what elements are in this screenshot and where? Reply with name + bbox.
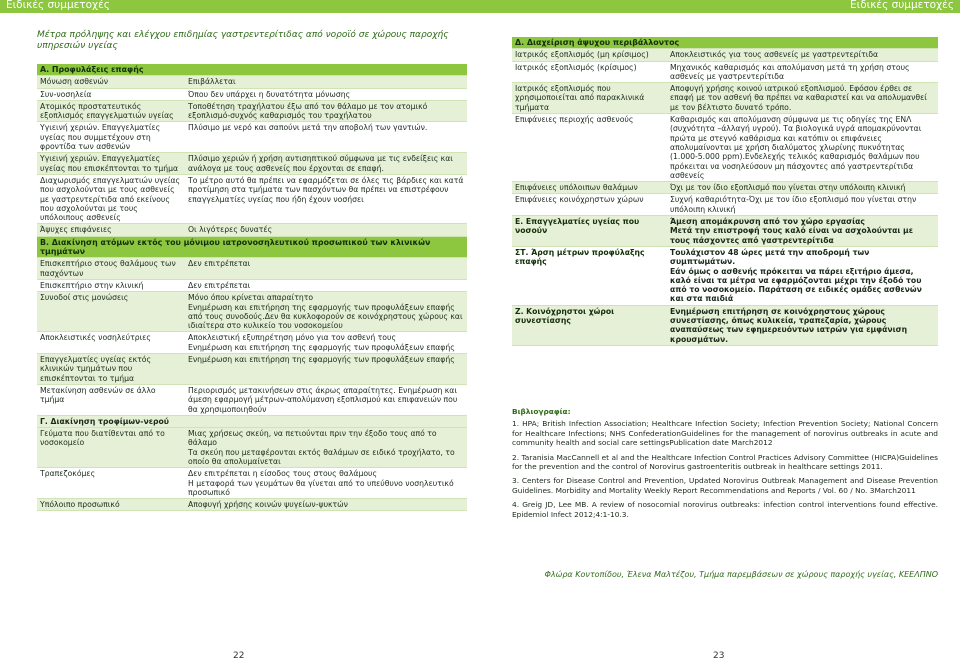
section-header-row: [37, 415, 467, 427]
row-label: Μόνωση ασθενών: [37, 76, 185, 88]
section-header: Β. Διακίνηση ατόμων εκτός του μόνιμου ιατρονοσηλευτικού προσωπικού των κλινικών τμημάτων: [37, 236, 467, 258]
row-measure: Αποφυγή χρήσης κοινών ψυγείων-ψυκτών: [185, 499, 467, 511]
page-number-left: 22: [233, 651, 245, 661]
right-page: [480, 13, 960, 661]
left-measures-table: [37, 64, 467, 511]
row-label: Ιατρικός εξοπλισμός που χρησιμοποιείται από παρακλινικά τμήματα: [512, 83, 667, 114]
table-row: [512, 49, 938, 61]
left-page: [0, 13, 480, 661]
row-measure: Αποκλειστικός για τους ασθενείς με γαστρεντερίτιδα: [667, 49, 938, 61]
row-measure: Αποκλειστική εξυπηρέτηση μόνο για τον ασθενή τους Ενημέρωση και επιτήρηση της εφαρμογής των προφυλάξεων επαφής: [185, 332, 467, 354]
row-measure: Δεν επιτρέπεται η είσοδος τους στους θαλάμους Η μεταφορά των γευμάτων θα γίνεται από το υπεύθυνο νοσηλευτικό προσωπικό: [185, 468, 467, 499]
table-row: [512, 194, 938, 216]
table-row: [37, 153, 467, 175]
table-row: [512, 83, 938, 114]
row-label: Υπόλοιπο προσωπικό: [37, 499, 185, 511]
table-row: [512, 246, 938, 305]
table-row: [37, 174, 467, 223]
row-measure: Όπου δεν υπάρχει η δυνατότητα μόνωσης: [185, 88, 467, 100]
header-bar: [0, 0, 960, 13]
row-measure: Τουλάχιστον 48 ώρες μετά την αποδρομή των συμπτωμάτων. Εάν όμως ο ασθενής πρόκειται να πάρει εξιτήριο άμεσα, καλό είναι τα μέτρα να εφαρμόζονται μέχρι την έξοδό του από το νοσοκομείο. Παράταση σε ειδικές ομάδες ασθενών και στα παιδιά: [667, 246, 938, 305]
row-label: Αποκλειστικές νοσηλεύτριες: [37, 332, 185, 354]
row-label: Επιφάνειες υπόλοιπων θαλάμων: [512, 182, 667, 194]
row-measure: Συχνή καθαριότητα-Όχι με τον ίδιο εξοπλισμό που γίνεται στην υπόλοιπη κλινική: [667, 194, 938, 216]
row-label: Επισκεπτήριο στην κλινική: [37, 279, 185, 291]
article-title: Μέτρα πρόληψης και ελέγχου επιδημίας γαστρεντερίτιδας από νοροϊό σε χώρους παροχής υπηρεσιών υγείας: [37, 30, 449, 51]
section-header-row: [512, 37, 938, 49]
table-row: [37, 384, 467, 415]
row-label: Επισκεπτήριο στους θαλάμους των πασχόντων: [37, 258, 185, 280]
table-row: [37, 292, 467, 332]
row-label: Γεύματα που διατίθενται από το νοσοκομείο: [37, 428, 185, 468]
section-header: Α. Προφυλάξεις επαφής: [37, 64, 467, 76]
table-row: [37, 88, 467, 100]
row-measure: Ενημέρωση και επιτήρηση της εφαρμογής των προφυλάξεων επαφής: [185, 354, 467, 385]
row-measure: Δεν επιτρέπεται: [185, 279, 467, 291]
row-measure: Όχι με τον ίδιο εξοπλισμό που γίνεται στην υπόλοιπη κλινική: [667, 182, 938, 194]
row-measure: Επιβάλλεται: [185, 76, 467, 88]
reference-item: 4. Greig JD, Lee MB. A review of nosocomial norovirus outbreaks: infection control interventions found effective. Epidemiol Infect 2012;4:1-10.3.: [512, 500, 938, 519]
row-label: Συνοδοί στις μονώσεις: [37, 292, 185, 332]
row-label: Ιατρικός εξοπλισμός (μη κρίσιμος): [512, 49, 667, 61]
row-measure: Το μέτρο αυτό θα πρέπει να εφαρμόζεται σε όλες τις βάρδιες και κατά προτίμηση στα τμήματα των πασχόντων θα πρέπει να επιστρέφουν επαγγελματίες υγείας που ήδη έχουν νοσήσει: [185, 174, 467, 223]
row-label: Επιφάνειες περιοχής ασθενούς: [512, 114, 667, 182]
row-measure: Οι λιγότερες δυνατές: [185, 224, 467, 236]
row-label: Υγιεινή χεριών. Επαγγελματίες υγείας που επισκέπτονται το τμήμα: [37, 153, 185, 175]
table-row: [512, 114, 938, 182]
references: [512, 407, 938, 524]
row-measure: Περιορισμός μετακινήσεων στις άκρως απαραίτητες. Ενημέρωση και άμεση εφαρμογή μέτρων-απολύμανση εξοπλισμού και επιφανειών που θα χρησιμοποιηθούν: [185, 384, 467, 415]
references-title: Βιβλιογραφία:: [512, 407, 571, 416]
table-row: [512, 61, 938, 83]
table-row: [37, 224, 467, 236]
row-measure: Μιας χρήσεως σκεύη, να πετιούνται πριν την έξοδο τους από το θάλαμο Τα σκεύη που μεταφέρονται εκτός θαλάμων σε ειδικό τροχήλατο, το οποίο θα απολυμαίνεται: [185, 428, 467, 468]
row-label: Διαχωρισμός επαγγελματιών υγείας που ασχολούνται με τους ασθενείς με γαστρεντερίτιδα από εκείνους που ασχολούνται με τους υπόλοιπους ασθενείς: [37, 174, 185, 223]
section-header-row: [37, 236, 467, 258]
section-header: Γ. Διακίνηση τροφίμων-νερού: [37, 415, 467, 427]
row-measure: Πλύσιμο χεριών ή χρήση αντισηπτικού σύμφωνα με τις ενδείξεις και ανάλογα με τους ασθενείς που έρχονται σε επαφή.: [185, 153, 467, 175]
table-row: [37, 76, 467, 88]
row-label: Ζ. Κοινόχρηστοι χώροι συνεστίασης: [512, 305, 667, 345]
page-number-right: 23: [713, 651, 725, 661]
row-measure: Πλύσιμο με νερό και σαπούνι μετά την αποβολή των γαντιών.: [185, 122, 467, 153]
row-label: Μετακίνηση ασθενών σε άλλο τμήμα: [37, 384, 185, 415]
row-label: Συν-νοσηλεία: [37, 88, 185, 100]
header-right-label: Ειδικές συμμετοχές: [850, 0, 954, 11]
table-row: [37, 499, 467, 511]
table-row: [37, 468, 467, 499]
row-measure: Άμεση απομάκρυνση από τον χώρο εργασίας Μετά την επιστροφή τους καλό είναι να ασχολούνται με τους πάσχοντες από γαστρεντερίτιδα: [667, 216, 938, 247]
table-row: [37, 332, 467, 354]
row-measure: Ενημέρωση επιτήρηση σε κοινόχρηστους χώρους συνεστίασης, όπως κυλικεία, τραπεζαρία, χώρους αναπαύσεως των εφημερευόντων ιατρών για εμφάνιση κρουσμάτων.: [667, 305, 938, 345]
row-label: Επιφάνειες κοινόχρηστων χώρων: [512, 194, 667, 216]
row-label: Άψυχες επιφάνειες: [37, 224, 185, 236]
section-header-row: [37, 64, 467, 76]
table-row: [37, 100, 467, 122]
table-row: [512, 182, 938, 194]
row-measure: Καθαρισμός και απολύμανση σύμφωνα με τις οδηγίες της ΕΝΛ (συχνότητα –άλλαγή υγρού). Τα βιολογικά υγρά απομακρύνονται πρώτα με στεγνό καθάρισμα και κατόπιν οι επιφάνειες απολυμαίνονται με χρήση διαλύματος χλωρίνης πυκνότητας (1.000-5.000 ppm).Ενδελεχής τελικός καθαρισμός θαλάμων που πρόκειται να νοσηλεύσουν μη πάσχοντες από γαστρεντερίτιδα ασθενείς: [667, 114, 938, 182]
row-measure: Δεν επιτρέπεται: [185, 258, 467, 280]
row-measure: Μηχανικός καθαρισμός και απολύμανση μετά τη χρήση στους ασθενείς με γαστρεντερίτιδα: [667, 61, 938, 83]
reference-item: 1. HPA; British Infection Association; Healthcare Infection Society; Infection Prevention Society; National Concern for Healthcare Infections; NHS ConfederationGuidelines for the management of norovirus outbreaks in acute and community health and social care settingsPublication date March2012: [512, 419, 938, 448]
reference-item: 2. Taranisia MacCannell et al and the Healthcare Infection Control Practices Advisory Committee (HICPA)Guidelines for the prevention and the control of Norovirus gastroenteritis outbreak in healthcare settings 2011.: [512, 452, 938, 472]
table-row: [37, 428, 467, 468]
row-measure: Αποφυγή χρήσης κοινού ιατρικού εξοπλισμού. Εφόσον έρθει σε επαφή με τον ασθενή θα πρέπει να καθαριστεί και να απολυμανθεί με τον βέλτιστο δυνατό τρόπο.: [667, 83, 938, 114]
row-label: ΣΤ. Άρση μέτρων προφύλαξης επαφής: [512, 246, 667, 305]
row-label: Επαγγελματίες υγείας εκτός κλινικών τμημάτων που επισκέπτονται το τμήμα: [37, 354, 185, 385]
row-label: Ιατρικός εξοπλισμός (κρίσιμος): [512, 61, 667, 83]
table-row: [37, 258, 467, 280]
reference-item: 3. Centers for Disease Control and Prevention, Updated Norovirus Outbreak Management and Disease Prevention Guidelines. Morbidity and Mortality Weekly Report Recommendations and Reports / Vol. 60 / No. 3March2011: [512, 476, 938, 495]
row-measure: Τοποθέτηση τραχήλατου έξω από τον θάλαμο με τον ατομικό εξοπλισμό-συχνός καθαρισμός του τραχήλατου: [185, 100, 467, 122]
authors: Φλώρα Κοντοπίδου, Έλενα Μαλτέζου, Τμήμα παρεμβάσεων σε χώρους παροχής υγείας, ΚΕΕΛΠΝΟ: [544, 570, 938, 579]
row-measure: Μόνο όπου κρίνεται απαραίτητο Ενημέρωση και επιτήρηση της εφαρμογής των προφυλάξεων επαφής από τους συνοδούς.Δεν θα κυκλοφορούν σε κοινόχρηστους χώρους και ιδιαίτερα στο κυλικείο του νοσοκομείου: [185, 292, 467, 332]
row-label: Ατομικός προστατευτικός εξοπλισμός επαγγελματιών υγείας: [37, 100, 185, 122]
table-row: [512, 305, 938, 345]
section-header: Δ. Διαχείριση άψυχου περιβάλλοντος: [512, 37, 938, 49]
table-row: [37, 122, 467, 153]
right-measures-table: [512, 37, 938, 346]
table-row: [512, 216, 938, 247]
row-label: Τραπεζοκόμες: [37, 468, 185, 499]
header-left-label: Ειδικές συμμετοχές: [6, 0, 110, 11]
table-row: [37, 354, 467, 385]
row-label: Υγιεινή χεριών. Επαγγελματίες υγείας που συμμετέχουν στη φροντίδα των ασθενών: [37, 122, 185, 153]
row-label: Ε. Επαγγελματίες υγείας που νοσούν: [512, 216, 667, 247]
table-row: [37, 279, 467, 291]
